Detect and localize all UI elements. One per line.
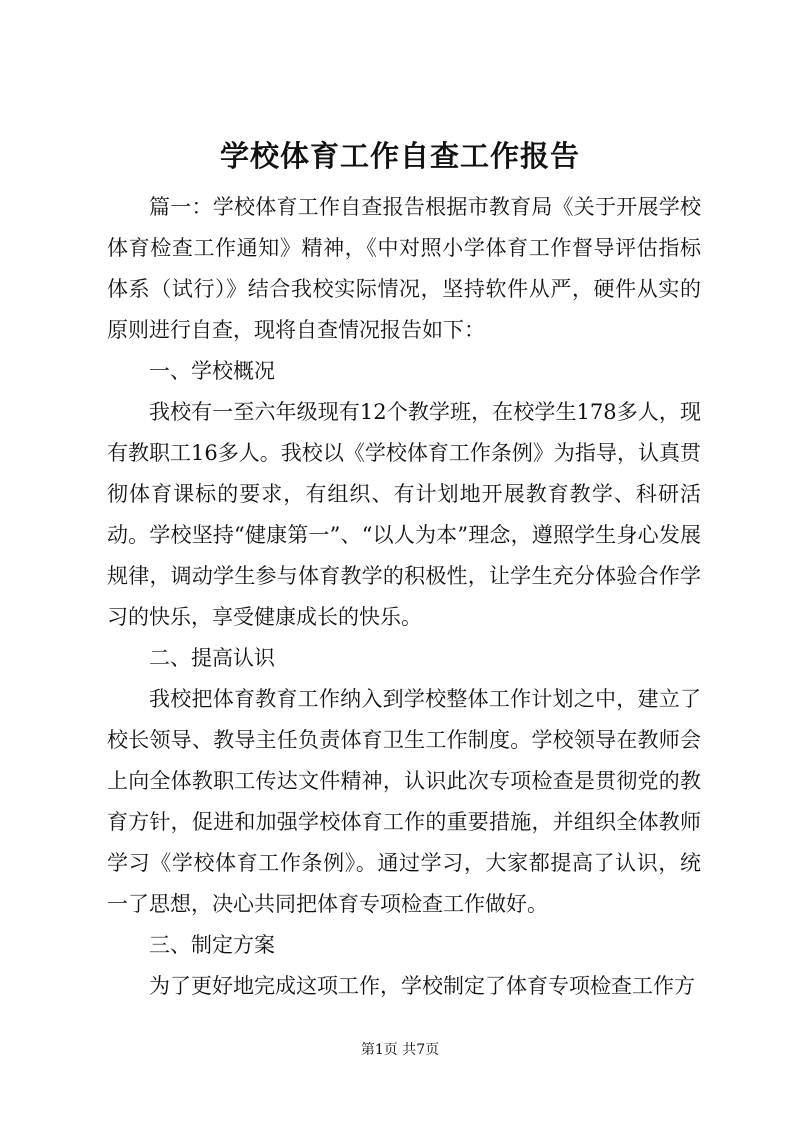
document-body (107, 187, 701, 1007)
section-heading-raise-awareness: 二、提高认识 (149, 646, 275, 670)
section-heading-make-plan: 三、制定方案 (149, 933, 275, 957)
section-heading-school-overview: 一、学校概况 (149, 359, 275, 383)
page-number-label: 第1页 共7页 (360, 1042, 440, 1058)
paragraph-make-plan: 为了更好地完成这项工作，学校制定了体育专项检查工作方 (149, 974, 695, 998)
document-title: 学校体育工作自查工作报告 (219, 139, 580, 173)
page-footer (0, 1040, 800, 1060)
paragraph-raise-awareness: 我校把体育教育工作纳入到学校整体工作计划之中，建立了校长领导、教导主任负责体育卫生工作制度。学校领导在教师会上向全体教职工传达文件精神，认识此次专项检查是贯彻党的教育方针，促进和加强学校体育工作的重要措施，并组织全体教师学习《学校体育工作条例》。通过学习，大家都提高了认识，统一了思想，决心共同把体育专项检查工作做好。 (107, 687, 701, 916)
paragraph-school-overview: 我校有一至六年级现有12个教学班，在校学生178多人，现有教职工16多人。我校以《学校体育工作条例》为指导，认真贯彻体育课标的要求，有组织、有计划地开展教育教学、科研活动。学校坚持“健康第一”、“以人为本”理念，遵照学生身心发展规律，调动学生参与体育教学的积极性，让学生充分体验合作学习的快乐，享受健康成长的快乐。 (107, 400, 701, 629)
paragraph-intro: 篇一：学校体育工作自查报告根据市教育局《关于开展学校体育检查工作通知》精神，《中对照小学体育工作督导评估指标体系（试行）》结合我校实际情况，坚持软件从严，硬件从实的原则进行自查，现将自查情况报告如下： (107, 195, 701, 342)
